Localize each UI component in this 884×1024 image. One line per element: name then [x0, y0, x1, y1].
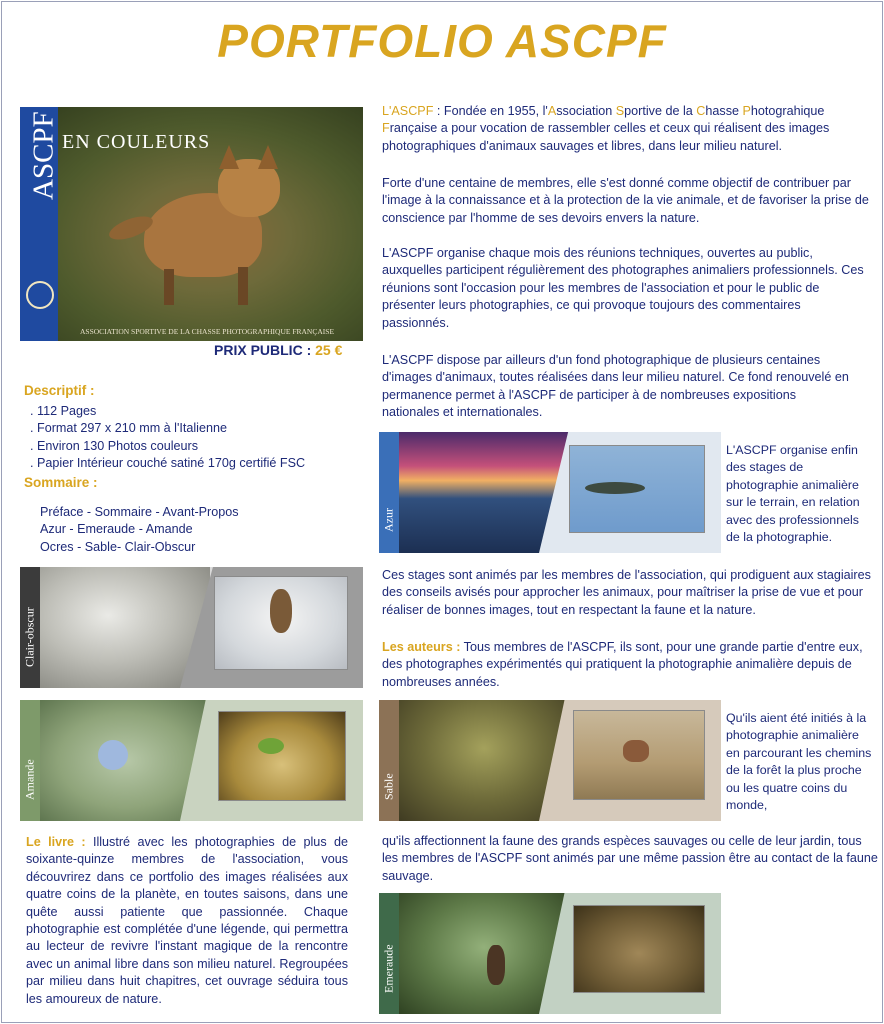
spread-label-band — [20, 700, 40, 821]
livre-paragraph — [26, 834, 348, 1008]
descriptif-item: . Format 297 x 210 mm à l'Italienne — [30, 421, 227, 436]
spread-label: Clair-obscur — [22, 607, 37, 667]
sommaire-list — [40, 504, 239, 556]
price-value: 25 € — [315, 342, 343, 358]
cover-logo-text: ASCPF — [27, 111, 60, 200]
sommaire-line: Azur - Emeraude - Amande — [40, 522, 193, 537]
page-title: PORTFOLIO ASCPF — [217, 15, 667, 67]
spread-label: Emeraude — [381, 944, 396, 993]
cover-subtitle: EN COULEURS — [62, 131, 211, 153]
auteurs-lead: Les auteurs : — [382, 640, 461, 654]
descriptif-list — [30, 403, 305, 473]
spread-amande — [20, 700, 363, 821]
spread-emeraude — [379, 893, 721, 1014]
descriptif-heading: Descriptif : — [24, 383, 95, 398]
descriptif-item: . 112 Pages — [30, 404, 97, 418]
auteurs-side-text: Qu'ils aient été initiés à la photographie animalière en parcourant les chemins de la forêt la plus proche ou les quatre coins du monde, — [726, 711, 872, 813]
sommaire-line: Préface - Sommaire - Avant-Propos — [40, 505, 239, 519]
sommaire-heading: Sommaire : — [24, 475, 98, 490]
cover-footer: ASSOCIATION SPORTIVE DE LA CHASSE PHOTOGRAPHIQUE FRANÇAISE — [80, 327, 335, 336]
intro-paragraph-4: L'ASCPF dispose par ailleurs d'un fond photographique de plusieurs centaines d'images d'animaux, toutes réalisées dans leur milieu naturel. Ce fond renouvelé en permanence permet à l'ASCPF de participer à de nombreuses expositions nationales et internationales. — [382, 353, 849, 420]
auteurs-text: Tous membres de l'ASCPF, ils sont, pour une grande partie d'entre eux, des photographes expérimentés qui pratiquent la photographie animalière depuis de nombreuses années. — [382, 640, 863, 689]
spread-label-band — [379, 432, 399, 553]
price — [214, 342, 342, 358]
auteurs-paragraph — [382, 639, 870, 691]
stages-side-text: L'ASCPF organise enfin des stages de photographie animalière sur le terrain, en relation avec des professionnels de la photographie. — [726, 443, 860, 545]
spread-label: Azur — [381, 508, 396, 532]
spread-azur — [379, 432, 721, 553]
spread-label: Amande — [22, 759, 37, 800]
spread-label: Sable — [381, 773, 396, 800]
price-label: PRIX PUBLIC : — [214, 342, 312, 358]
livre-text: Illustré avec les photographies de plus de soixante-quinze membres de l'association, vous découvrirez dans ce portfolio des images réalisées aux quatre coins de la planète, en toutes saisons, dans une quête aussi patiente que passionnée. Chaque photographie est complétée d'une légende, qui permettra au lecteur de revivre l'instant magique de la rencontre avec un animal libre dans son milieu naturel. Regroupées par milieu dans huit chapitres, cet ouvrage séduira tous les amoureux de nature. — [26, 835, 349, 1006]
spread-label-band — [379, 893, 399, 1014]
descriptif-item: . Environ 130 Photos couleurs — [30, 438, 199, 453]
intro-paragraph-3: L'ASCPF organise chaque mois des réunions techniques, ouvertes au public, auxquelles participent régulièrement des photographes animaliers professionnels. Ces réunions sont l'occasion pour les membres de l'association et pour le public de présenter leurs photographies, ce qui provoque toujours des commentaires passionnés. — [382, 246, 864, 330]
intro-paragraph-2: Forte d'une centaine de membres, elle s'est donné comme objectif de contribuer par l'image à la connaissance et à la protection de la vie animale, et de favoriser la prise de conscience par l'homme de ses devoirs envers la nature. — [382, 176, 869, 225]
descriptif-item: . Papier Intérieur couché satiné 170g certifié FSC — [30, 456, 306, 471]
book-cover — [20, 107, 363, 341]
spread-sable — [379, 700, 721, 821]
intro-paragraph-1: L'ASCPF : Fondée en 1955, l'Association Sportive de la Chasse Photograhique Française a pour vocation de rassembler celles et ceux qui réalisent des images photographiques d'animaux sauvages et libres, dans leur milieu naturel. — [382, 104, 830, 153]
spread-clair-obscur — [20, 567, 363, 688]
spread-photo-frog — [218, 711, 346, 801]
spread-photo-rocks — [40, 567, 210, 688]
cover-emblem-icon — [26, 281, 54, 309]
spread-label-band — [20, 567, 40, 688]
spread-label-band — [379, 700, 399, 821]
sommaire-line: Ocres - Sable- Clair-Obscur — [40, 539, 196, 554]
fox-illustration — [108, 145, 278, 303]
spread-photo-stag — [573, 905, 705, 993]
stages-paragraph: Ces stages sont animés par les membres de l'association, qui prodiguent aux stagiaires des conseils avisés pour approcher les animaux, pour maîtriser la prise de vue et pour réaliser de bonnes images, tout en respectant la faune et la nature. — [382, 568, 871, 617]
livre-lead: Le livre : — [26, 835, 86, 849]
auteurs-follow-paragraph: qu'ils affectionnent la faune des grands espèces sauvages ou celle de leur jardin, tous les membres de l'ASCPF sont animés par une même passion être au contact de la faune sauvage. — [382, 834, 878, 883]
